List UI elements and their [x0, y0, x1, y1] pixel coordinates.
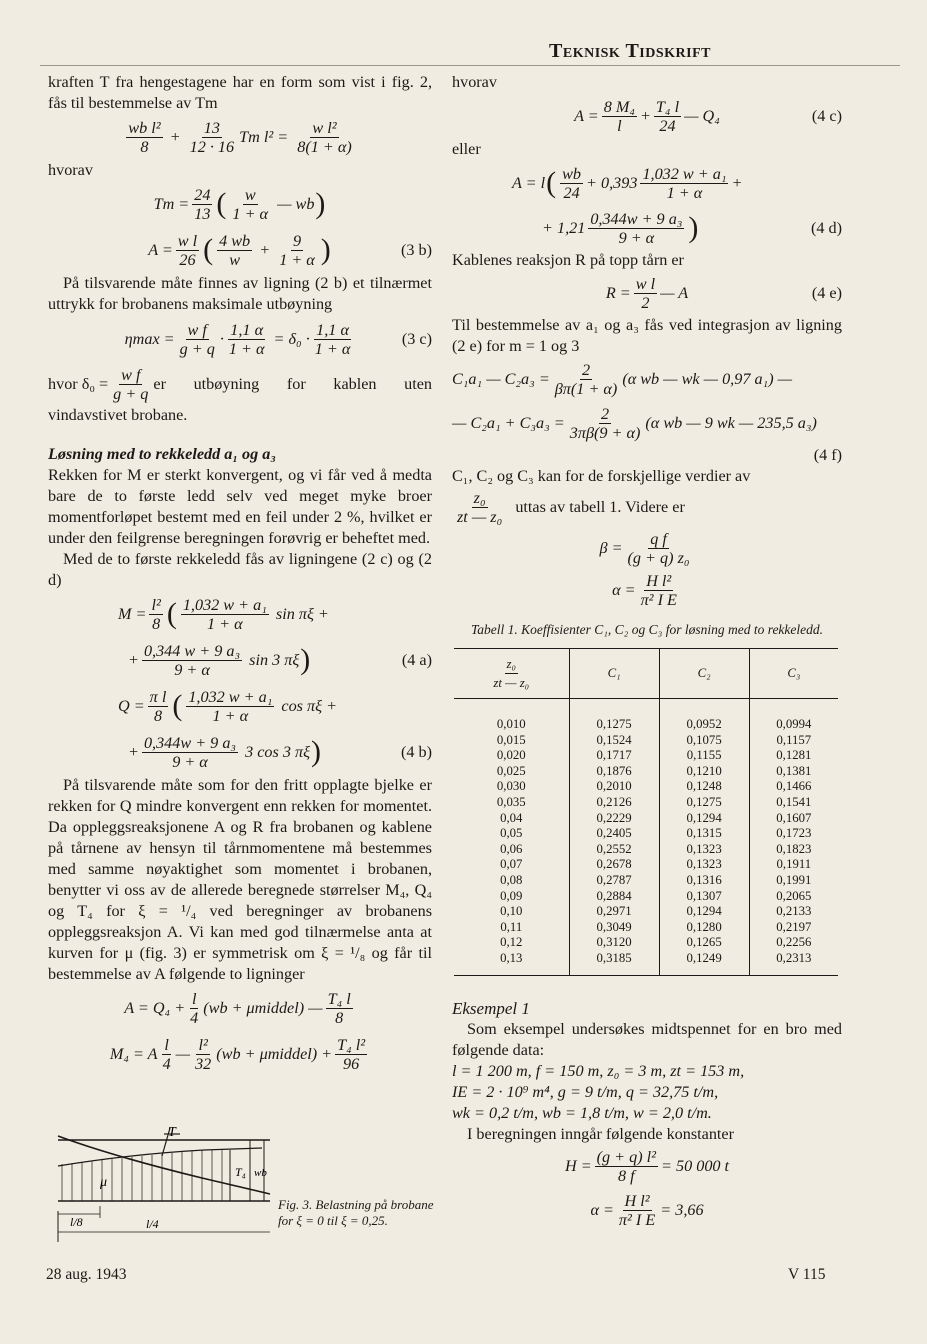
table-row: [454, 889, 838, 905]
fig-label-wb: wb: [254, 1167, 267, 1179]
paragraph: På tilsvarende måte som for den fritt opplagte bjelke er rekken for Q mindre konvergent enn rekken for momentet. Da oppleggsreaksjonene A og R fra brobanen og kablene på tårnene av hensyn til tårnmomentene må bestemmes med samme nøyaktighet som momentet i brobanen, benytter vi oss av de allerede beregnede størrelser M₄, Q₄ og T₄ for ξ = ¹/₄ ved beregninger av brobanens oppleggsreaksjon A. Vi kan med god tilnærmelse anta at kurven for μ (fig. 3) er symmetrisk om ξ = ¹/₈ og får til bestemmelse av A følgende to ligninger: [48, 776, 432, 983]
equation-4b-line1: Q = $\frac{\text{π l}}{8}$ ( $\frac{\text{1,032 w + a₁}}{1 + \alpha}$ cos πξ +: [118, 687, 338, 725]
fig-label-T: T: [168, 1126, 176, 1140]
table-cell: 0,05: [500, 826, 523, 841]
equation-4d-line1: A = l ( $\frac{wb}{24}$ + 0,393 $\frac{\text{1,032 w + a₁}}{1 + \alpha}$ +: [512, 164, 743, 202]
equation-tm: Tm = $\frac{24}{13}$ ( $\frac{w}{1 + \alpha}$ — wb ): [153, 185, 326, 223]
table-cell: 0,1723: [749, 826, 838, 842]
table-cell: 0,1157: [749, 733, 838, 749]
table-cell: 0,1275: [569, 717, 659, 733]
equation-number: (4 c): [811, 106, 842, 125]
table-cell: 0,0952: [659, 717, 749, 733]
table-row: [454, 842, 838, 858]
section-heading: Løsning med to rekkeledd a₁ og a₃: [48, 445, 277, 463]
table-cell: 0,3120: [569, 935, 659, 951]
paragraph: vindavstivet brobane.: [48, 406, 188, 424]
table-cell: 0,015: [496, 732, 526, 747]
table-cell: 0,07: [500, 857, 523, 872]
fig-label-T4: T₄: [235, 1165, 246, 1179]
table-cell: 0,09: [500, 888, 523, 903]
table-cell: 0,1249: [659, 951, 749, 967]
paragraph: Med de to første rekkeledd fås av ligningene (2 c) og (2 d): [48, 550, 432, 589]
table-cell: 0,2405: [569, 826, 659, 842]
table-row: [454, 779, 838, 795]
table-row: [454, 951, 838, 967]
table-cell: 0,1466: [749, 779, 838, 795]
table-cell: 0,1248: [659, 779, 749, 795]
table-cell: 0,1155: [659, 748, 749, 764]
table-cell: 0,3185: [569, 951, 659, 967]
table-cell: 0,1876: [569, 764, 659, 780]
table-cell: 0,2126: [569, 795, 659, 811]
table-cell: 0,2197: [749, 920, 838, 936]
equation-m4: M₄ = A $\frac{l}{4}$ — $\frac{\text{l²}}{32}$ (wb + μmiddel) + $\frac{\text{T₄ l²}}{96}$: [109, 1035, 366, 1073]
table-row: [454, 795, 838, 811]
equation-number: (3 b): [400, 240, 432, 259]
header-c1: C₁: [569, 649, 659, 699]
paragraph: hvorav: [452, 73, 497, 91]
table-cell: 0,2971: [569, 904, 659, 920]
equation-number: (4 f): [813, 446, 842, 464]
data-line: wk = 0,2 t/m, wb = 1,8 t/m, w = 2,0 t/m.: [452, 1103, 712, 1122]
table-row: [454, 857, 838, 873]
equation-a-q4: A = Q₄ + $\frac{l}{4}$ (wb + μmiddel) — $\frac{\text{T₄ l}}{8}$: [124, 989, 351, 1027]
table-cell: 0,1280: [659, 920, 749, 936]
equation-alpha-value: α = $\frac{\text{H l²}}{\text{π² I E}}$ = 3,66: [590, 1192, 704, 1229]
equation-4a-line2: + $\frac{\text{0,344 w + 9 a₃}}{9 + \alpha}$ sin 3 πξ ) (4 a): [128, 641, 432, 679]
table-cell: 0,1294: [659, 811, 749, 827]
paragraph: Rekken for M er sterkt konvergent, og vi får ved å medta bare de to første ledd selv ved meget myke broer momentforløpet bestemt med en feil under 2 %, hvilket er under den feilgrense beregningen forøvrig er beheftet med.: [48, 466, 432, 547]
equation-beta: β = $\frac{\text{q f}}{\text{(g + q) z₀}}$: [599, 529, 690, 567]
table-cell: 0,1316: [659, 873, 749, 889]
table-cell: 0,08: [500, 872, 523, 887]
table-cell: 0,1991: [749, 873, 838, 889]
equation-4f-line1: C₁a₁ — C₂a₃ = $\frac{2}{\beta\pi(1 + \alpha)}$ (α wb — wk — 0,97 a₁) —: [452, 360, 793, 398]
equation-number: (4 d): [810, 218, 842, 237]
table-cell: 0,2133: [749, 904, 838, 920]
paragraph: hvorav: [48, 161, 93, 179]
example-heading: Eksempel 1: [452, 998, 530, 1018]
table-cell: 0,12: [500, 935, 523, 950]
equation-number: (4 e): [811, 283, 842, 302]
table-cell: 0,3049: [569, 920, 659, 936]
equation-alpha: α = $\frac{\text{H l²}}{\text{π² I E}}$: [612, 571, 677, 609]
table-cell: 0,1381: [749, 764, 838, 780]
figure-3-diagram: [52, 1126, 292, 1246]
table-cell: 0,1524: [569, 733, 659, 749]
paragraph: I beregningen inngår følgende konstanter: [467, 1124, 734, 1143]
table-cell: 0,2787: [569, 873, 659, 889]
table-cell: 0,1210: [659, 764, 749, 780]
table-cell: 0,2678: [569, 857, 659, 873]
table-cell: 0,2229: [569, 811, 659, 827]
table-cell: 0,1541: [749, 795, 838, 811]
table-cell: 0,10: [500, 904, 523, 919]
table-cell: 0,030: [496, 779, 526, 794]
right-column: [452, 72, 842, 1233]
table-cell: 0,1823: [749, 842, 838, 858]
table-row: [454, 904, 838, 920]
table-cell: 0,2313: [749, 951, 838, 967]
paragraph: Som eksempel undersøkes midtspennet for en bro med følgende data:: [452, 1019, 842, 1059]
mu-curve: [58, 1148, 262, 1166]
table-row: [454, 764, 838, 780]
equation-tm-balance: $\frac{\text{wb l²}}{8}$ + $\frac{13}{12 \cdot 16}$ Tm l² = $\frac{\text{w l²}}{8(1 + \alpha)}$: [128, 118, 352, 156]
paragraph: eller: [452, 140, 481, 158]
equation-4d-line2: + 1,21 $\frac{\text{0,344w + 9 a₃}}{9 + \alpha}$ ) (4 d): [542, 209, 842, 247]
table-cell: 0,1717: [569, 748, 659, 764]
table-cell: 0,1911: [749, 857, 838, 873]
table-row: [454, 920, 838, 936]
equation-4e: R = $\frac{\text{w l}}{2}$ — A (4 e): [605, 274, 842, 312]
table-cell: 0,1315: [659, 826, 749, 842]
table-cell: 0,2552: [569, 842, 659, 858]
equation-h: H = $\frac{\text{(g + q) l²}}{8 f}$ = 50 000 t: [564, 1148, 730, 1185]
equation-4a-line1: M = $\frac{\text{l²}}{8}$ ( $\frac{\text{1,032 w + a₁}}{1 + \alpha}$ sin πξ +: [118, 595, 329, 633]
table-cell: 0,1323: [659, 857, 749, 873]
table-caption: Tabell 1. Koeffisienter C₁, C₂ og C₃ for løsning med to rekkeledd.: [470, 622, 824, 637]
ratio-reference: $\frac{\text{z₀}}{\text{zt — z₀}}$ uttas av tabell 1. Videre er: [457, 488, 685, 526]
table-row: [454, 873, 838, 889]
table-cell: 0,1323: [659, 842, 749, 858]
footer-page-number: V 115: [788, 1266, 826, 1283]
fig-label-l8: l/8: [70, 1215, 83, 1229]
fig-label-mu: μ: [100, 1175, 108, 1190]
table-cell: 0,1281: [749, 748, 838, 764]
paragraph: På tilsvarende måte finnes av ligning (2 b) et tilnærmet uttrykk for brobanens maksimale utbøyning: [48, 274, 432, 313]
coefficient-table: [454, 648, 838, 976]
paragraph: kraften T fra hengestagene har en form som vist i fig. 2, fås til bestemmelse av Tm: [48, 73, 432, 112]
table-cell: 0,11: [500, 919, 523, 934]
paragraph: Kablenes reaksjon R på topp tårn er: [452, 251, 684, 269]
equation-4c: A = $\frac{\text{8 M₄}}{l}$ + $\frac{\text{T₄ l}}{24}$ — Q₄ (4 c): [574, 97, 842, 135]
footer-date: 28 aug. 1943: [46, 1266, 127, 1283]
equation-4f-line2: — C₂a₁ + C₃a₃ = $\frac{2}{3\pi\beta(9 + \alpha)}$ (α wb — 9 wk — 235,5 a₃): [452, 404, 817, 442]
table-cell: 0,025: [496, 763, 526, 778]
table-cell: 0,04: [500, 810, 523, 825]
fig-label-l4: l/4: [146, 1217, 159, 1231]
header-ratio: $\frac{\text{z₀}}{\text{zt — z₀}}$: [454, 649, 569, 699]
table-cell: 0,1275: [659, 795, 749, 811]
table-row: [454, 826, 838, 842]
header-rule: [40, 65, 900, 66]
table-cell: 0,020: [496, 748, 526, 763]
table-cell: 0,1307: [659, 889, 749, 905]
table-header-row: [454, 649, 838, 699]
figure-caption: Fig. 3. Belastning på brobane for ξ = 0 til ξ = 0,25.: [278, 1197, 434, 1228]
table-cell: 0,1607: [749, 811, 838, 827]
table-cell: 0,2010: [569, 779, 659, 795]
table-cell: 0,010: [496, 717, 526, 731]
equation-number: (3 c): [401, 329, 432, 348]
table-cell: 0,1075: [659, 733, 749, 749]
table-cell: 0,1294: [659, 904, 749, 920]
definition-delta: hvor δ₀ = $\frac{\text{w f}}{g + q}$ er utbøyning for kablen uten: [48, 365, 432, 403]
data-line: l = 1 200 m, f = 150 m, z₀ = 3 m, zt = 153 m,: [452, 1061, 745, 1080]
data-line: IE = 2 · 10⁹ m⁴, g = 9 t/m, q = 32,75 t/m,: [452, 1082, 719, 1101]
header-c2: C₂: [659, 649, 749, 699]
equation-3c: ηmax = $\frac{\text{w f}}{g + q}$ · $\frac{1,1 \alpha}{1 + \alpha}$ = δ₀ · $\frac{1,1 \alpha}{1 + \alpha}$ (3 c): [124, 320, 432, 358]
table-cell: 0,1265: [659, 935, 749, 951]
table-cell: 0,13: [500, 950, 523, 965]
table-cell: 0,2256: [749, 935, 838, 951]
table-row: [454, 733, 838, 749]
equation-4b-line2: + $\frac{\text{0,344w + 9 a₃}}{9 + \alpha}$ 3 cos 3 πξ ) (4 b): [128, 733, 432, 771]
table-row: [454, 811, 838, 827]
equation-number: (4 a): [401, 650, 432, 669]
table-cell: 0,2884: [569, 889, 659, 905]
paragraph: C₁, C₂ og C₃ kan for de forskjellige verdier av: [452, 467, 751, 485]
table-row: [454, 748, 838, 764]
equation-3b: A = $\frac{\text{w l}}{26}$ ( $\frac{4 wb}{w}$ + $\frac{9}{1 + \alpha}$ ) (3 b): [148, 231, 432, 269]
table-cell: 0,035: [496, 794, 526, 809]
left-column: [48, 72, 432, 1077]
table-cell: 0,2065: [749, 889, 838, 905]
header-c3: C₃: [749, 649, 838, 699]
table-row: [454, 717, 838, 733]
table-cell: 0,06: [500, 841, 523, 856]
equation-number: (4 b): [400, 742, 432, 761]
journal-header: Teknisk Tidskrift: [549, 40, 711, 62]
table-row: [454, 935, 838, 951]
table-cell: 0,0994: [749, 717, 838, 733]
paragraph: Til bestemmelse av a₁ og a₃ fås ved integrasjon av ligning (2 e) for m = 1 og 3: [452, 316, 842, 355]
